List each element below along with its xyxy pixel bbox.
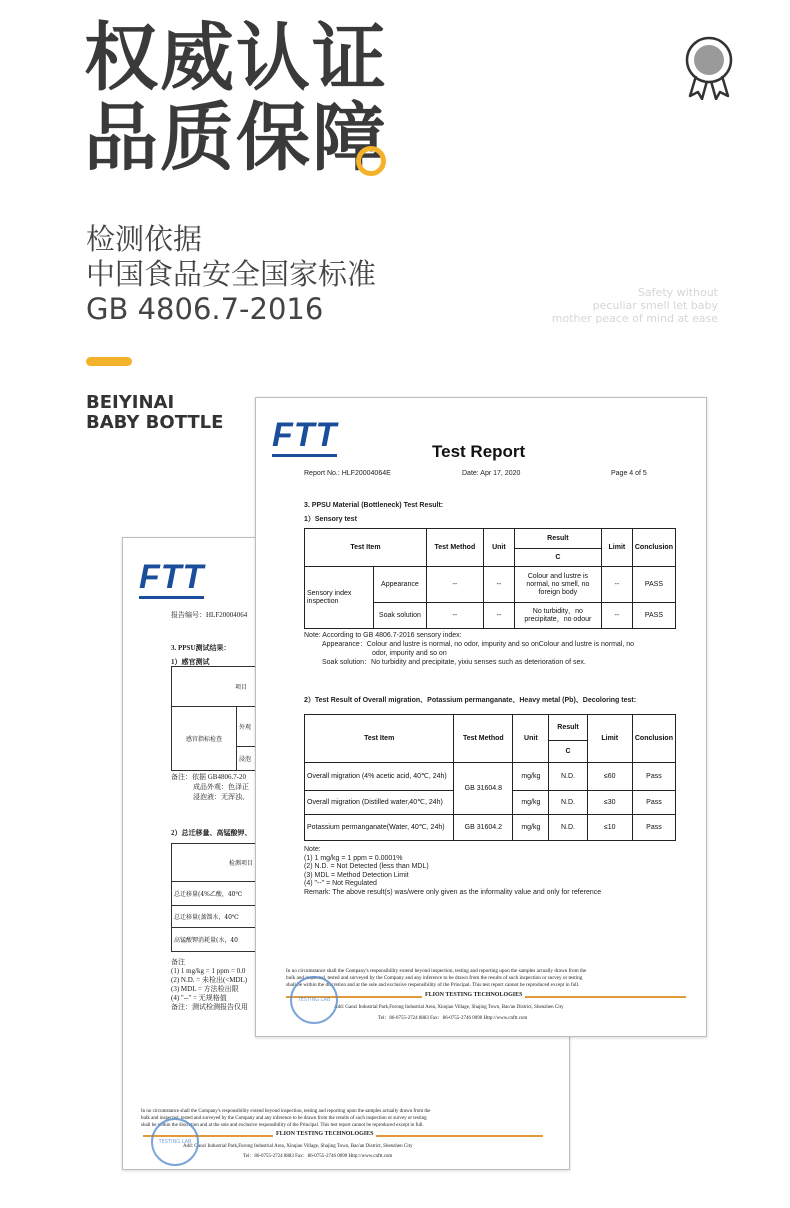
basis-label: 检测依据 bbox=[86, 222, 203, 256]
front-t1-r2-limit: -- bbox=[601, 603, 632, 629]
back-t1-header: 项目 bbox=[172, 667, 311, 707]
front-sub-1: 1）Sensory test bbox=[304, 516, 357, 523]
front-note-line: (1) 1 mg/kg = 1 ppm = 0.0001% bbox=[304, 854, 403, 862]
front-t1-r1-item: Appearance bbox=[374, 567, 427, 603]
front-report-number: Report No.: HLF20004064E bbox=[304, 470, 391, 477]
front-sub-2: 2）Test Result of Overall migration、Potassium permanganate、Heavy metal (Pb)、Decoloring test: bbox=[304, 697, 637, 704]
brand-name bbox=[86, 393, 223, 433]
front-note-1a: Appearance：Colour and lustre is normal, no odor, impurity and so onColour and lustre is normal, no bbox=[322, 641, 635, 648]
back-sub-1: 1）感官测试 bbox=[171, 658, 210, 666]
back-address: Add: Gaozi Industrial Park,Furong Industrial Area, Xinqiao Village, Shajing Town, Bao'an District, Shenzhen City bbox=[183, 1144, 413, 1149]
front-t2-r1-limit: ≤60 bbox=[587, 763, 632, 791]
front-t1-r2-method: -- bbox=[426, 603, 483, 629]
back-disclaimer-line: In no circumstance shall the Company's responsibility extend beyond inspection, testing and reporting upon the samples actually drawn from the bbox=[141, 1109, 431, 1114]
front-t1-h-result: Result bbox=[514, 529, 601, 549]
front-t2-r3-limit: ≤10 bbox=[587, 815, 632, 841]
brand-line-2: BABY BOTTLE bbox=[86, 412, 224, 433]
front-note-line: (4) "--" = Not Regulated bbox=[304, 880, 377, 887]
back-t2-header: 检测项目 bbox=[172, 844, 311, 882]
accent-bar bbox=[86, 357, 132, 366]
front-disclaimer-line: In no circumstance shall the Company's responsibility extend beyond inspection, testing and reporting upon the samples actually drawn from the bbox=[286, 968, 587, 974]
back-t1-row1: 外观 bbox=[237, 707, 311, 747]
front-note-line: Remark: The above result(s) was/were only given as the informality value and only for reference bbox=[304, 888, 602, 896]
front-contact: Tel：86-0755-2724 8883 Fax：86-0755-2746 0090 Http://www.cnftt.com bbox=[378, 1016, 528, 1021]
front-t2-r1-result: N.D. bbox=[549, 763, 587, 791]
accent-ring-icon bbox=[356, 146, 386, 176]
front-report-date: Date: Apr 17, 2020 bbox=[462, 470, 521, 477]
front-t1-h-limit: Limit bbox=[601, 529, 632, 567]
front-t1-h-unit: Unit bbox=[483, 529, 514, 567]
front-t2-h-conclusion: Conclusion bbox=[632, 715, 675, 763]
front-t2-r3-method: GB 31604.2 bbox=[454, 815, 513, 841]
front-notes bbox=[304, 846, 601, 897]
back-note-line: (4) "--" = 无规格值 bbox=[171, 994, 227, 1002]
front-t2-r3-result: N.D. bbox=[549, 815, 587, 841]
back-t1-row2: 浸泡 bbox=[237, 747, 311, 771]
front-t2-r3-conclusion: Pass bbox=[632, 815, 675, 841]
front-t2-r1-item: Overall migration (4% acetic acid, 40℃, 24h) bbox=[305, 763, 454, 791]
front-t2-h-method: Test Method bbox=[454, 715, 513, 763]
front-section-3: 3. PPSU Material (Bottleneck) Test Result: bbox=[304, 502, 444, 509]
front-t1-r2-conclusion: PASS bbox=[632, 603, 675, 629]
front-report-logo: FTT bbox=[272, 416, 337, 455]
front-t1-r2-item: Soak solution bbox=[374, 603, 427, 629]
front-note-line: Note: bbox=[304, 846, 321, 853]
front-t1-r1-result: Colour and lustre is normal, no smell, no foreign body bbox=[514, 567, 601, 603]
front-t1-r1-unit: -- bbox=[483, 567, 514, 603]
back-t2-row3: 高锰酸钾消耗量(水，40 bbox=[172, 928, 311, 952]
back-note-1b: 浸泡液：无浑浊、 bbox=[193, 793, 249, 801]
front-disclaimer-line: shall be within the discretion and at the sole and exclusive responsibility of the Principal. This test report cannot be reproduced except in full. bbox=[286, 982, 580, 988]
front-note-line: (2) N.D. = Not Detected (less than MDL) bbox=[304, 863, 429, 870]
front-t2-r3-unit: mg/kg bbox=[513, 815, 549, 841]
back-sub-2: 2）总迁移量、高锰酸钾、 bbox=[171, 829, 252, 837]
back-note-line: 备注：测试检测报告仅用 bbox=[171, 1003, 248, 1011]
back-note-1a: 成品外观：色泽正 bbox=[193, 783, 249, 791]
front-t2-r2-limit: ≤30 bbox=[587, 791, 632, 815]
front-report-title: Test Report bbox=[432, 442, 526, 461]
back-disclaimer-line: bulk and inspected, tested and surveyed by the Company and any inference to be drawn from the results of such inspection or survey or testing bbox=[141, 1116, 427, 1121]
front-t1-r2-result: No turbidity，no precipitate，no odour bbox=[514, 603, 601, 629]
tagline-line-3: mother peace of mind at ease bbox=[551, 312, 718, 325]
headline bbox=[84, 15, 388, 181]
front-t2-h-result: Result bbox=[549, 715, 587, 741]
front-t2-r1-conclusion: Pass bbox=[632, 763, 675, 791]
back-notes bbox=[171, 958, 248, 1012]
award-badge-icon bbox=[676, 34, 742, 100]
front-sensory-table bbox=[304, 528, 676, 629]
front-t1-h-method: Test Method bbox=[426, 529, 483, 567]
front-note-1b: odor, impurity and so on bbox=[372, 650, 447, 657]
back-section-3: 3. PPSU测试结果： bbox=[171, 644, 231, 652]
front-company-name: FLION TESTING TECHNOLOGIES bbox=[422, 991, 525, 1000]
basis-standard-code: GB 4806.7-2016 bbox=[86, 292, 324, 326]
headline-line-1: 权威认证 bbox=[84, 15, 388, 101]
front-t2-r2-unit: mg/kg bbox=[513, 791, 549, 815]
front-migration-table bbox=[304, 714, 676, 841]
back-note-line: (2) N.D. = 未检出(<MDL) bbox=[171, 976, 248, 984]
basis-standard-name: 中国食品安全国家标准 bbox=[86, 257, 377, 291]
front-t2-h-result-sub: C bbox=[549, 741, 587, 763]
front-t1-r1-conclusion: PASS bbox=[632, 567, 675, 603]
front-seal-stamp: TESTING LAB bbox=[290, 976, 338, 1024]
tagline-line-1: Safety without bbox=[637, 286, 718, 299]
tagline bbox=[552, 286, 718, 325]
front-t2-r2-item: Overall migration (Distilled water,40℃, 24h) bbox=[305, 791, 454, 815]
front-t2-method-a: GB 31604.8 bbox=[454, 763, 513, 815]
back-contact: Tel：86-0755-2724 8883 Fax：86-0755-2746 0090 Http://www.cnftt.com bbox=[243, 1154, 393, 1159]
front-t1-h-item: Test Item bbox=[305, 529, 427, 567]
front-t1-r2-unit: -- bbox=[483, 603, 514, 629]
front-t1-group: Sensory index inspection bbox=[305, 567, 374, 629]
front-t2-r1-unit: mg/kg bbox=[513, 763, 549, 791]
back-note-line: (3) MDL = 方法检出限 bbox=[171, 985, 239, 993]
testing-basis bbox=[86, 222, 376, 327]
back-t1-group: 感官指标检查 bbox=[172, 707, 237, 771]
front-t1-h-conclusion: Conclusion bbox=[632, 529, 675, 567]
brand-line-1: BEIYINAI bbox=[86, 392, 175, 413]
front-note-1c: Soak solution：No turbidity and precipitate, yixiu senses such as deterioration of sex. bbox=[322, 659, 586, 666]
front-t1-r1-method: -- bbox=[426, 567, 483, 603]
front-note-line: (3) MDL = Method Detection Limit bbox=[304, 871, 409, 879]
back-t2-row1: 总迁移量(4%乙酸，40℃ bbox=[172, 882, 311, 906]
back-company-name: FLION TESTING TECHNOLOGIES bbox=[273, 1130, 376, 1139]
front-t2-r2-conclusion: Pass bbox=[632, 791, 675, 815]
back-report-number: 报告编号：HLF20004064 bbox=[171, 611, 248, 619]
front-note-1: Note: According to GB 4806.7-2016 sensory index: bbox=[304, 632, 462, 639]
front-t2-h-limit: Limit bbox=[587, 715, 632, 763]
back-seal-stamp: TESTING LAB bbox=[151, 1118, 199, 1166]
front-t1-h-result-sub: C bbox=[514, 549, 601, 567]
front-report-page bbox=[255, 397, 707, 1037]
front-t2-r3-item: Potassium permanganate(Water, 40℃, 24h) bbox=[305, 815, 454, 841]
back-disclaimer-line: shall be within the discretion and at the sole and exclusive responsibility of the Principal. This test report cannot be reproduced except in full. bbox=[141, 1123, 424, 1128]
tagline-line-2: peculiar smell let baby bbox=[592, 299, 718, 312]
back-report-logo: FTT bbox=[139, 558, 204, 597]
headline-line-2: 品质保障 bbox=[84, 95, 388, 181]
back-note-1: 备注：依据 GB4806.7-20 bbox=[171, 773, 247, 781]
back-note-line: (1) 1 mg/kg = 1 ppm = 0.0 bbox=[171, 967, 246, 975]
front-t2-r2-result: N.D. bbox=[549, 791, 587, 815]
back-t2-row2: 总迁移量(蒸馏水，40℃ bbox=[172, 906, 311, 928]
front-t1-r1-limit: -- bbox=[601, 567, 632, 603]
front-address: Add: Gaozi Industrial Park,Furong Industrial Area, Xinqiao Village, Shajing Town, Bao'an District, Shenzhen City bbox=[334, 1005, 564, 1010]
front-report-page: Page 4 of 5 bbox=[611, 470, 647, 477]
back-note-line: 备注 bbox=[171, 958, 185, 966]
front-disclaimer-line: bulk and inspected, tested and surveyed by the Company and any inference to be drawn from the results of such inspection or survey or testing bbox=[286, 975, 583, 981]
front-t2-h-item: Test Item bbox=[305, 715, 454, 763]
front-t2-h-unit: Unit bbox=[513, 715, 549, 763]
